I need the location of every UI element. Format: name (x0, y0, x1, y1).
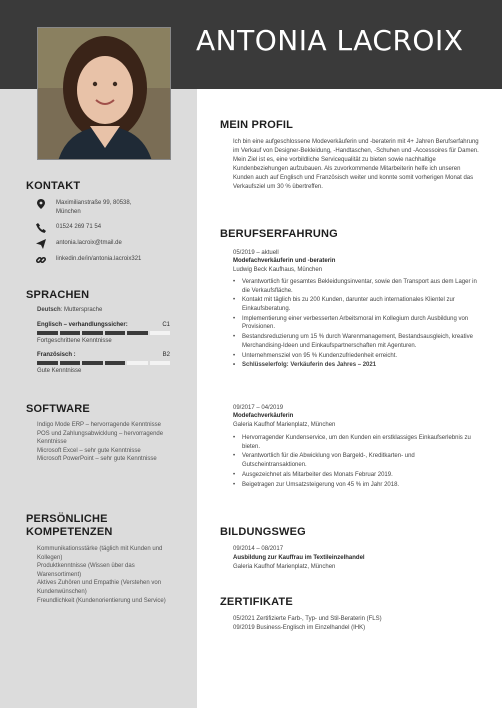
software-item: POS und Zahlungsabwicklung – hervorragende Kenntnisse (37, 430, 164, 446)
job-bullet: • Bestandsreduzierung um 15 % durch Warenmanagement, Bestandsausgleich, kreative Merchandising-Ideen und Einkaufspartnerschaften mit Agenturen. (233, 333, 479, 350)
skills-heading (26, 513, 113, 539)
job-bullet: • Hervorragender Kundenservice, um den Kunden ein erstklassiges Einkaufserlebnis zu bieten. (233, 434, 479, 451)
job-2-company: Galeria Kaufhof Marienplatz, München (233, 422, 336, 428)
paper-plane-icon (36, 239, 46, 249)
contact-address (36, 199, 156, 217)
experience-heading: BERUFSERFAHRUNG (220, 228, 338, 240)
language-french-level: B2 (162, 352, 170, 358)
language-german-detail: : Muttersprache (60, 307, 103, 313)
contact-email-text[interactable]: antonia.lacroix@tmail.de (56, 240, 122, 246)
job-2-bullets (233, 434, 479, 490)
job-1-title: Modefachverkäuferin und -beraterin (233, 258, 336, 264)
skill-item: Produktkenntnisse (Wissen über das Warensortiment) (37, 563, 135, 578)
language-french-seg (82, 361, 103, 365)
job-bullet: • Beigetragen zur Umsatzsteigerung von 45 % im Jahr 2018. (233, 481, 479, 490)
profile-text: Ich bin eine aufgeschlossene Modeverkäuferin und -beraterin mit 4+ Jahren Berufserfahrung im Verkauf von Designer-Bekleidung, -Handtaschen, -Schuhen und -Accessoires für Damen. Mein Ziel ist es, eine vorbildliche Servicequalität zu bieten sowie nachhaltige Kundenbeziehungen aufzubauen. Als zuvorkommende Mitarbeiterin helfe ich unseren Kunden auch auf Englisch und Französisch weiter und konnte somit vorherigen Monat das Verkaufsziel um 30 % übertreffen. (233, 139, 479, 190)
job-bullet: • Verantwortlich für die Abwicklung von Bargeld-, Kreditkarten- und Gutscheintransaktionen. (233, 452, 479, 469)
language-french-name: Französisch : (37, 352, 76, 358)
language-french-seg (150, 361, 171, 365)
job-bullet: • Unternehmensziel von 95 % Kundenzufriedenheit erreicht. (233, 352, 479, 361)
education-period: 09/2014 – 08/2017 (233, 546, 284, 552)
profile-heading: MEIN PROFIL (220, 119, 294, 131)
software-item: Indigo Mode ERP – hervorragende Kenntnisse (37, 422, 161, 428)
language-french-seg (105, 361, 126, 365)
education-title: Ausbildung zur Kauffrau im Textileinzelhandel (233, 555, 365, 561)
language-english-seg (127, 331, 148, 335)
contact-phone-text: 01524 269 71 54 (56, 224, 102, 230)
language-english-seg (150, 331, 171, 335)
profile-photo (37, 27, 171, 160)
language-french-seg (60, 361, 81, 365)
language-english-note: Fortgeschrittene Kenntnisse (37, 338, 112, 344)
language-english-name: Englisch – verhandlungssicher: (37, 322, 128, 328)
location-pin-icon (36, 199, 46, 209)
skills-heading-line-2: KOMPETENZEN (26, 526, 113, 538)
job-2-title: Modefachverkäuferin (233, 413, 294, 419)
skills-heading-line-1: PERSÖNLICHE (26, 513, 108, 525)
job-bullet: • Schlüsselerfolg: Verkäuferin des Jahres – 2021 (233, 361, 479, 370)
language-english-seg (82, 331, 103, 335)
software-item: Microsoft Excel – sehr gute Kenntnisse (37, 447, 141, 454)
language-english (37, 322, 170, 344)
contact-linkedin[interactable] (36, 255, 141, 265)
languages-heading: SPRACHEN (26, 289, 90, 301)
language-german-name: Deutsch (37, 307, 61, 313)
language-german (37, 307, 170, 313)
job-2-period: 09/2017 – 04/2019 (233, 405, 284, 411)
job-bullet: • Verantwortlich für gesamtes Bekleidungsinventar, sowie den Transport aus dem Lager in die Verkaufsfläche. (233, 278, 479, 295)
language-english-seg (37, 331, 58, 335)
language-english-seg (105, 331, 126, 335)
language-french-seg (127, 361, 148, 365)
phone-icon (36, 223, 46, 233)
certificates-heading: ZERTIFIKATE (220, 596, 293, 608)
link-icon (36, 255, 46, 265)
job-1-company: Ludwig Beck Kaufhaus, München (233, 267, 323, 273)
contact-address-text: Maximilianstraße 99, 80538, München (56, 200, 132, 215)
language-french (37, 352, 170, 374)
candidate-name: ANTONIA LACROIX (196, 24, 464, 57)
skills-list (37, 545, 167, 605)
software-heading: SOFTWARE (26, 403, 90, 415)
language-english-bar (37, 331, 170, 335)
skill-item: Freundlichkeit (Kundenorientierung und Service) (37, 597, 166, 604)
job-1-period: 05/2019 – aktuell (233, 250, 279, 256)
job-1-bullets (233, 278, 479, 371)
language-french-bar (37, 361, 170, 365)
job-bullet: • Ausgezeichnet als Mitarbeiter des Monats Februar 2019. (233, 471, 479, 480)
contact-phone (36, 223, 101, 233)
certificate-item: 09/2019 Business-Englisch im Einzelhandel (IHK) (233, 625, 366, 631)
skill-item: Kommunikationsstärke (täglich mit Kunden und Kollegen) (37, 546, 163, 561)
contact-email[interactable] (36, 239, 122, 249)
skill-item: Aktives Zuhören und Empathie (Verstehen von Kundenwünschen) (37, 580, 162, 595)
language-french-note: Gute Kenntnisse (37, 368, 82, 374)
education-heading: BILDUNGSWEG (220, 526, 306, 538)
language-french-seg (37, 361, 58, 365)
job-bullet: • Implementierung einer verbesserten Arbeitsmoral im Kollegium durch Ausbildung von Provisionen. (233, 315, 479, 332)
software-item: Microsoft PowerPoint – sehr gute Kenntnisse (37, 456, 157, 463)
job-bullet: • Kontakt mit täglich bis zu 200 Kunden, darunter auch internationales Klientel zur Einkaufsberatung. (233, 296, 479, 313)
certificate-item: 05/2021 Zertifizierte Farb-, Typ- und Stil-Beraterin (FLS) (233, 616, 382, 622)
education-place: Galeria Kaufhof Marienplatz, München (233, 564, 336, 570)
contact-heading: KONTAKT (26, 180, 81, 192)
contact-linkedin-text[interactable]: linkedin.de/in/antonia.lacroix321 (56, 256, 142, 262)
software-list (37, 421, 167, 464)
language-english-seg (60, 331, 81, 335)
language-english-level: C1 (162, 322, 170, 328)
